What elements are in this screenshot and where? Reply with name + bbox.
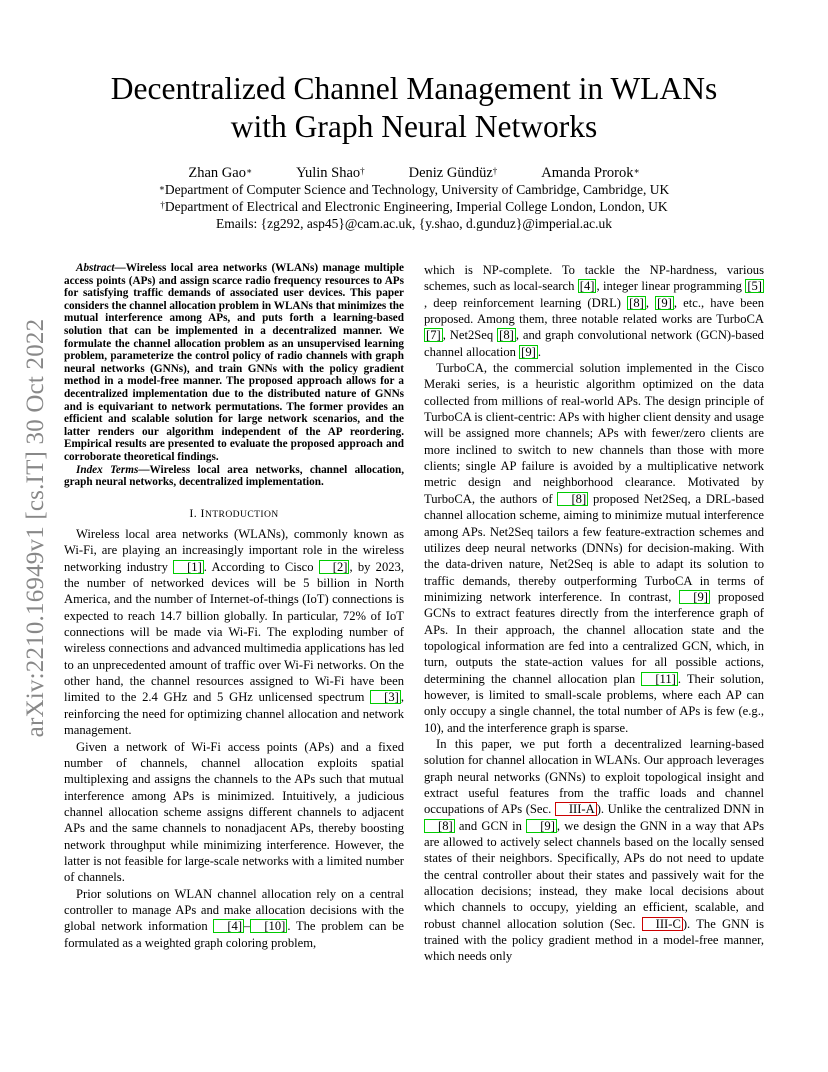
citation-link[interactable]: [9] (657, 295, 672, 310)
citation-link[interactable]: [8] (499, 328, 514, 343)
abstract (64, 262, 404, 464)
section-heading-introduction: I. INTRODUCTION (189, 505, 279, 520)
citation-link[interactable]: [9] (679, 590, 710, 604)
citation-link[interactable]: [8] (557, 492, 588, 506)
citation-link[interactable]: [2] (319, 560, 350, 574)
citation-link[interactable]: [9] (521, 344, 536, 359)
author-list (120, 164, 708, 182)
affiliation-cambridge: ∗Department of Computer Science and Technology, University of Cambridge, Cambridge, UK (158, 182, 670, 197)
citation-link[interactable]: [5] (747, 279, 762, 294)
intro-paragraph: TurboCA, the commercial solution implemented in the Cisco Meraki series, is a heuristic algorithm optimized on the data collected from millions of real-world APs. The design principle of TurboCA is client-centric: APs with higher client density and usage will be assigned more channels; APs with fewer/zero clients are more inclined to switch to new channels than those with more clients; single AP failure is avoided by a multiplicative network metric design and neighborhood clearance. Motivated by TurboCA, the authors of [8] proposed Net2Seq, a DRL-based channel allocation scheme, aiming to minimize mutual interference among APs. Net2Seq tailors a few feature-extraction schemes and utilizes deep neural networks (DNNs) for decision-making. With the data-driven nature, Net2Seq is able to adapt its solution to traffic demands, thereby outperforming TurboCA in terms of minimizing network interference. In contrast, [9] proposed GCNs to extract features directly from the interference graph of APs. In their approach, the channel allocation state and the topological information are fed into a centralized GCN, which, in turn, outputs the state-action values for all possible actions, determining the channel allocation plan [11] . Their solution, however, is limited to small-scale problems, where each AP can only occupy a single channel, the total number of APs is few (e.g., 10), and the interference graph is sparse. (424, 361, 764, 735)
intro-paragraph: which is NP-complete. To tackle the NP-hardness, various schemes, such as local-search [4] , integer linear programming [5], deep reinforcement learning (DRL) [8] , [9] , etc., have been proposed. Among them, three notable related works are TurboCA [7] , Net2Seq [8] , and graph convolutional network (GCN)-based channel allocation [9] . (424, 263, 764, 359)
citation-link[interactable]: [10] (250, 919, 287, 933)
abstract-text: —Wireless local area networks (WLANs) manage multiple access points (APs) and assign scarce radio frequency resources to APs for satisfying traffic demands of associated user devices. This paper considers the channel allocation problem in WLANs that minimizes the mutual interference among APs, and puts forth a learning-based solution that can be implemented in a decentralized manner. We formulate the channel allocation problem as an unsupervised learning problem, parameterize the control policy of radio channels with graph neural networks (GNNs), and train GNNs with the policy gradient method in a model-free manner. The proposed approach allows for a decentralized implementation due to the distributed nature of GNNs and is equivariant to network permutations. The former provides an efficient and scalable solution for large network scenarios, and the latter renders our algorithm independent of the AP reordering. Empirical results are presented to evaluate the proposed approach and corroborate theoretical findings. (64, 262, 404, 463)
abstract-label: Abstract (76, 262, 115, 274)
left-column (64, 262, 404, 951)
author: Zhan Gao∗ (188, 165, 253, 181)
title-line-1: Decentralized Channel Management in WLANs (110, 71, 718, 106)
intro-paragraph: Wireless local area networks (WLANs), commonly known as Wi-Fi, are playing an increasingly important role in the wireless networking industry [1] . According to Cisco [2] , by 2023, the number of networked devices will be 5 billion in North America, and the number of Internet-of-things (IoT) connections is expected to reach 14.7 billion globally. In particular, 72% of IoT connections will be made via Wi-Fi. The exploding number of wireless connections and advanced multimedia applications has led to an unprecedented amount of traffic over Wi-Fi networks. On the other hand, the channel resources assigned to Wi-Fi have been limited to the 2.4 GHz and 5 GHz unlicensed spectrum [3] , reinforcing the need for optimizing channel allocation and network management. (64, 527, 404, 738)
paper-title (60, 70, 768, 146)
citation-link[interactable]: [9] (526, 819, 557, 833)
intro-paragraph: Given a network of Wi-Fi access points (APs) and a fixed number of channels, channel allocation exploits spatial multiplexing and assigns the channels to the APs such that mutual interference among APs is minimized. Intuitively, a judicious channel allocation scheme assigns different channels to adjacent APs and the same channels to nonadjacent APs, thereby boosting network throughput while minimizing interference. However, the latter is not feasible for large-scale networks with a limited number of channels. (64, 739, 404, 885)
author-emails: Emails: {zg292, asp45}@cam.ac.uk, {y.shao, d.gunduz}@imperial.ac.uk (216, 216, 612, 231)
arxiv-identifier-stamp (19, 298, 53, 758)
affiliation-imperial: †Department of Electrical and Electronic Engineering, Imperial College London, London, UK (160, 199, 668, 214)
citation-link[interactable]: [11] (641, 672, 678, 686)
section-reference-link[interactable]: III-A (555, 802, 597, 816)
citation-link[interactable]: [4] (213, 919, 244, 933)
author: Deniz Gündüz† (408, 165, 498, 181)
citation-link[interactable]: [3] (370, 690, 401, 704)
author: Amanda Prorok∗ (541, 165, 640, 181)
right-column (424, 262, 764, 965)
citation-link[interactable]: [7] (426, 328, 441, 343)
citation-link[interactable]: [8] (424, 819, 455, 833)
arxiv-id-text: arXiv:2210.16949v1 [cs.IT] 30 Oct 2022 (22, 318, 49, 738)
intro-paragraph: In this paper, we put forth a decentralized learning-based solution for channel allocation in WLANs. Our approach leverages graph neural networks (GNNs) to exploit topological insight and extract useful features from the traffic loads and channel occupations of APs (Sec. III-A ). Unlike the centralized DNN in [8] and GCN in [9] , we design the GNN in a way that APs are allowed to actively select channels based on the locally sensed states of their neighbors. Specifically, APs do not need to update the central controller about their states and passively wait for the allocation decisions; instead, they make local decisions about which channels to occupy, yielding an efficient, scalable, and robust channel allocation solution (Sec. III-C ). The GNN is trained with the policy gradient method in a model-free manner, which needs only (424, 736, 764, 964)
citation-link[interactable]: [8] (629, 295, 644, 310)
index-terms-text: —Wireless local area networks, channel allocation, graph neural networks, decentralized implementation. (64, 463, 404, 489)
index-terms-label: Index Terms (76, 463, 139, 476)
citation-link[interactable]: [4] (579, 279, 595, 294)
title-line-2: with Graph Neural Networks (230, 109, 598, 144)
citation-link[interactable]: [1] (173, 560, 204, 574)
index-terms (64, 464, 404, 489)
author: Yulin Shao† (296, 165, 365, 181)
intro-paragraph: Prior solutions on WLAN channel allocation rely on a central controller to manage APs and make allocation decisions with the global network information [4] – [10] . The problem can be formulated as a weighted graph coloring problem, (64, 886, 404, 950)
section-reference-link[interactable]: III-C (642, 917, 683, 931)
